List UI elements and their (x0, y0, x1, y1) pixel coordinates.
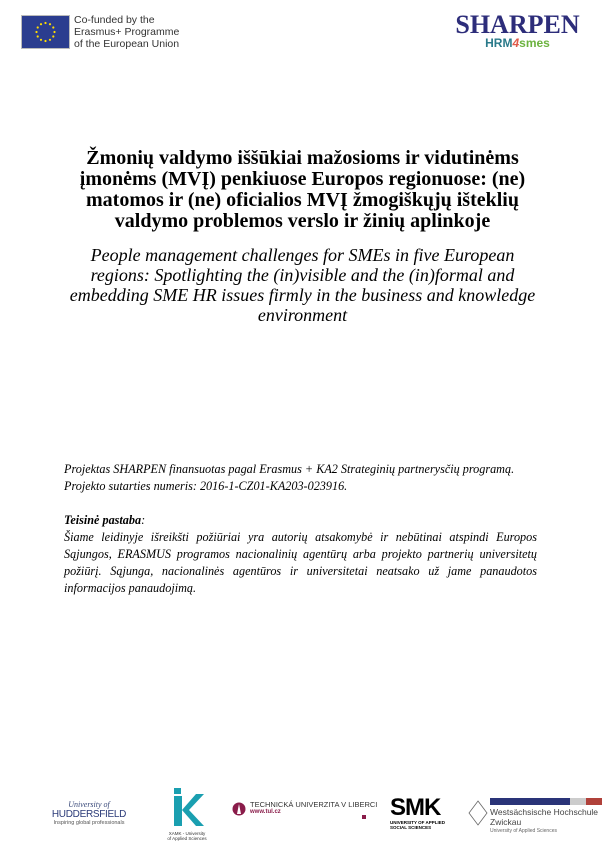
title-line: valdymo problemos verslo ir žinių aplinkoje (114, 210, 491, 232)
eu-text-line: Erasmus+ Programme (74, 26, 180, 38)
subtitle-line: embedding SME HR issues firmly in the business and knowledge (69, 285, 536, 305)
title-line: matomos ir (ne) oficialios MVĮ žmogiškųjų išteklių (86, 189, 519, 211)
subtitle-line: regions: Spotlighting the (in)visible and the (in)formal and (90, 265, 515, 285)
whz-name: Westsächsische Hochschule Zwickau (490, 807, 599, 827)
xamk-logo: XAMK - University of Applied Sciences (162, 788, 212, 841)
eu-cofunded-text (74, 14, 179, 50)
agreement-number: Projekto sutarties numeris: 2016-1-CZ01-KA203-023916. (64, 479, 348, 493)
document-body (64, 461, 537, 597)
document-title-lt (40, 148, 565, 232)
title-line: įmonėms (MVĮ) penkiuose Europos regionuose: (ne) (79, 168, 526, 190)
smk-logo: SMK UNIVERSITY OF APPLIED SOCIAL SCIENCES (390, 794, 446, 830)
legal-colon: : (141, 513, 146, 527)
sharpen-logo-title: SHARPEN (455, 10, 580, 39)
eu-text-line: of the European Union (74, 38, 180, 50)
document-title-en (40, 245, 565, 325)
logo-smes: smes (519, 36, 550, 50)
sharpen-logo (450, 10, 585, 50)
eu-flag-logo (21, 15, 70, 49)
subtitle-line: environment (257, 305, 348, 325)
logo-hrm: HRM (485, 36, 513, 50)
whz-subtitle: University of Applied Sciences (490, 828, 557, 834)
huddersfield-logo: University of HUDDERSFIELD Inspiring global professionals (51, 800, 127, 826)
legal-heading: Teisinė pastaba (64, 513, 142, 527)
legal-disclaimer: Šiame leidinyje išreikšti požiūriai yra autorių atsakomybė ir nebūtinai atspindi Europos Sąjungos, ERASMUS programos nacionalinių agentūrų arba projekto partnerių universitetų požiūrį. Sąjunga, nacionalinės agentūros ir universitetai neatsako už jame panaudotos informacijos panaudojimą. (64, 530, 537, 595)
logo-4: 4 (512, 36, 520, 50)
eu-text-line: Co-funded by the (74, 14, 155, 26)
subtitle-line: People management challenges for SMEs in five European (90, 245, 515, 265)
partner-logos (0, 780, 605, 850)
title-line: Žmonių valdymo iššūkiai mažosioms ir vidutinėms (86, 147, 519, 169)
funding-statement: Projektas SHARPEN finansuotas pagal Erasmus + KA2 Strateginių partnerysčių programą. (64, 462, 515, 476)
tul-logo: TECHNICKÁ UNIVERZITA V LIBERCI www.tul.cz (232, 800, 377, 815)
